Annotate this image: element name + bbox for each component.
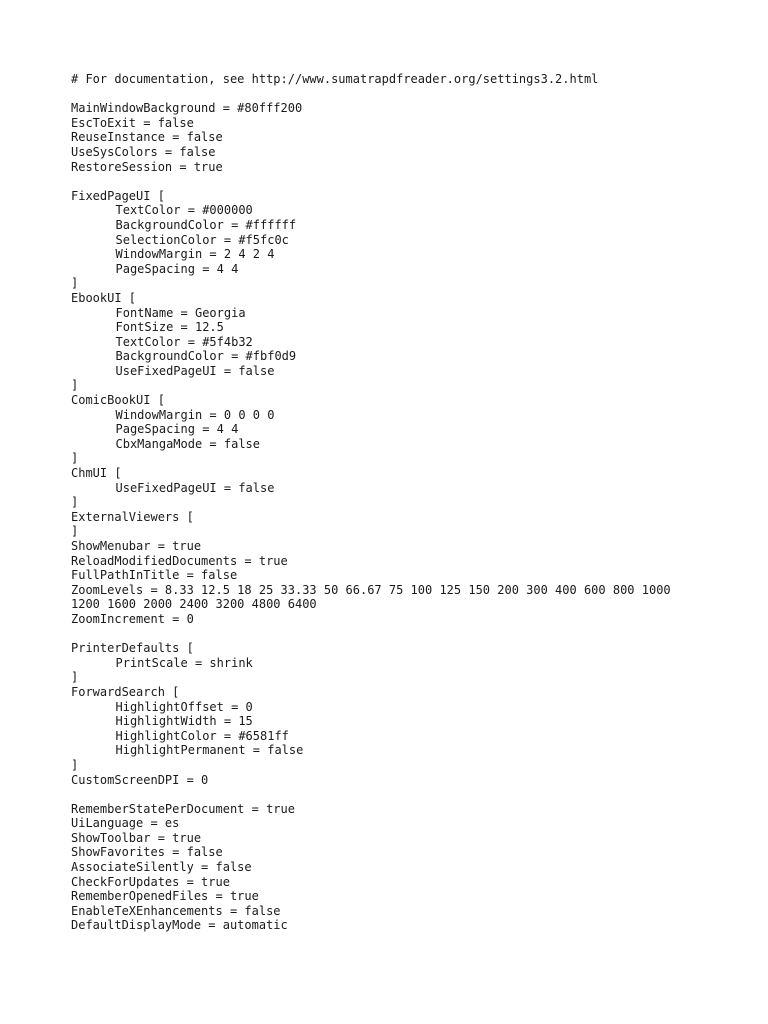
- settings-line: AssociateSilently = false: [71, 860, 252, 875]
- settings-line: TextColor = #000000: [115, 203, 253, 218]
- settings-line: ]: [71, 670, 79, 685]
- settings-line: ]: [71, 378, 79, 393]
- settings-line: EbookUI [: [71, 290, 137, 305]
- settings-line: PrinterDefaults [: [71, 641, 194, 656]
- settings-line: HighlightWidth = 15: [115, 714, 253, 729]
- settings-line: HighlightColor = #6581ff: [115, 728, 289, 743]
- settings-line: RememberOpenedFiles = true: [71, 889, 259, 904]
- settings-line: BackgroundColor = #ffffff: [115, 217, 297, 232]
- settings-line: UseSysColors = false: [71, 144, 216, 159]
- settings-line: FullPathInTitle = false: [71, 568, 238, 583]
- settings-line: UseFixedPageUI = false: [115, 363, 275, 378]
- settings-line: MainWindowBackground = #80fff200: [71, 101, 303, 116]
- blank-line: [71, 174, 751, 189]
- settings-line: CheckForUpdates = true: [71, 874, 230, 889]
- settings-line: WindowMargin = 2 4 2 4: [115, 247, 275, 262]
- settings-line: FontSize = 12.5: [115, 320, 224, 335]
- settings-line: RememberStatePerDocument = true: [71, 801, 295, 816]
- settings-line: ShowFavorites = false: [71, 845, 223, 860]
- settings-line: ShowToolbar = true: [71, 830, 202, 845]
- settings-line: ]: [71, 757, 79, 772]
- settings-line: 1200 1600 2000 2400 3200 4800 6400: [71, 597, 317, 612]
- settings-line: RestoreSession = true: [71, 159, 223, 174]
- settings-line: WindowMargin = 0 0 0 0: [115, 407, 275, 422]
- settings-line: EnableTeXEnhancements = false: [71, 903, 281, 918]
- settings-line: SelectionColor = #f5fc0c: [115, 232, 289, 247]
- settings-line: CustomScreenDPI = 0: [71, 772, 209, 787]
- settings-line: PageSpacing = 4 4: [115, 422, 239, 437]
- settings-line: EscToExit = false: [71, 115, 194, 130]
- settings-line: ]: [71, 451, 79, 466]
- settings-line: DefaultDisplayMode = automatic: [71, 918, 288, 933]
- settings-line: FixedPageUI [: [71, 188, 165, 203]
- settings-line: FontName = Georgia: [115, 305, 246, 320]
- settings-line: PageSpacing = 4 4: [115, 261, 239, 276]
- settings-line: ]: [71, 495, 79, 510]
- settings-line: # For documentation, see http://www.sumatrapdfreader.org/settings3.2.html: [71, 72, 599, 86]
- settings-line: PrintScale = shrink: [115, 655, 253, 670]
- settings-line: UiLanguage = es: [71, 816, 180, 831]
- settings-line: ]: [71, 276, 79, 291]
- settings-line: UseFixedPageUI = false: [115, 480, 275, 495]
- blank-line: [71, 627, 751, 642]
- settings-line: ChmUI [: [71, 466, 122, 481]
- settings-text-block: [71, 72, 751, 933]
- settings-line: ReuseInstance = false: [71, 130, 223, 145]
- settings-line: ComicBookUI [: [71, 393, 165, 408]
- settings-line: ExternalViewers [: [71, 509, 194, 524]
- settings-line: HighlightPermanent = false: [115, 743, 304, 758]
- settings-line: ShowMenubar = true: [71, 539, 202, 553]
- blank-line: [71, 87, 751, 102]
- settings-line: CbxMangaMode = false: [115, 436, 260, 451]
- settings-line: ZoomIncrement = 0: [71, 611, 194, 626]
- blank-line: [71, 787, 751, 802]
- settings-line: HighlightOffset = 0: [115, 699, 253, 714]
- settings-line: ReloadModifiedDocuments = true: [71, 553, 288, 568]
- settings-line: BackgroundColor = #fbf0d9: [115, 349, 297, 364]
- settings-line: TextColor = #5f4b32: [115, 334, 253, 349]
- settings-line: ZoomLevels = 8.33 12.5 18 25 33.33 50 66.67 75 100 125 150 200 300 400 600 800 1000: [71, 582, 671, 597]
- settings-line: ]: [71, 524, 79, 539]
- settings-line: ForwardSearch [: [71, 684, 180, 699]
